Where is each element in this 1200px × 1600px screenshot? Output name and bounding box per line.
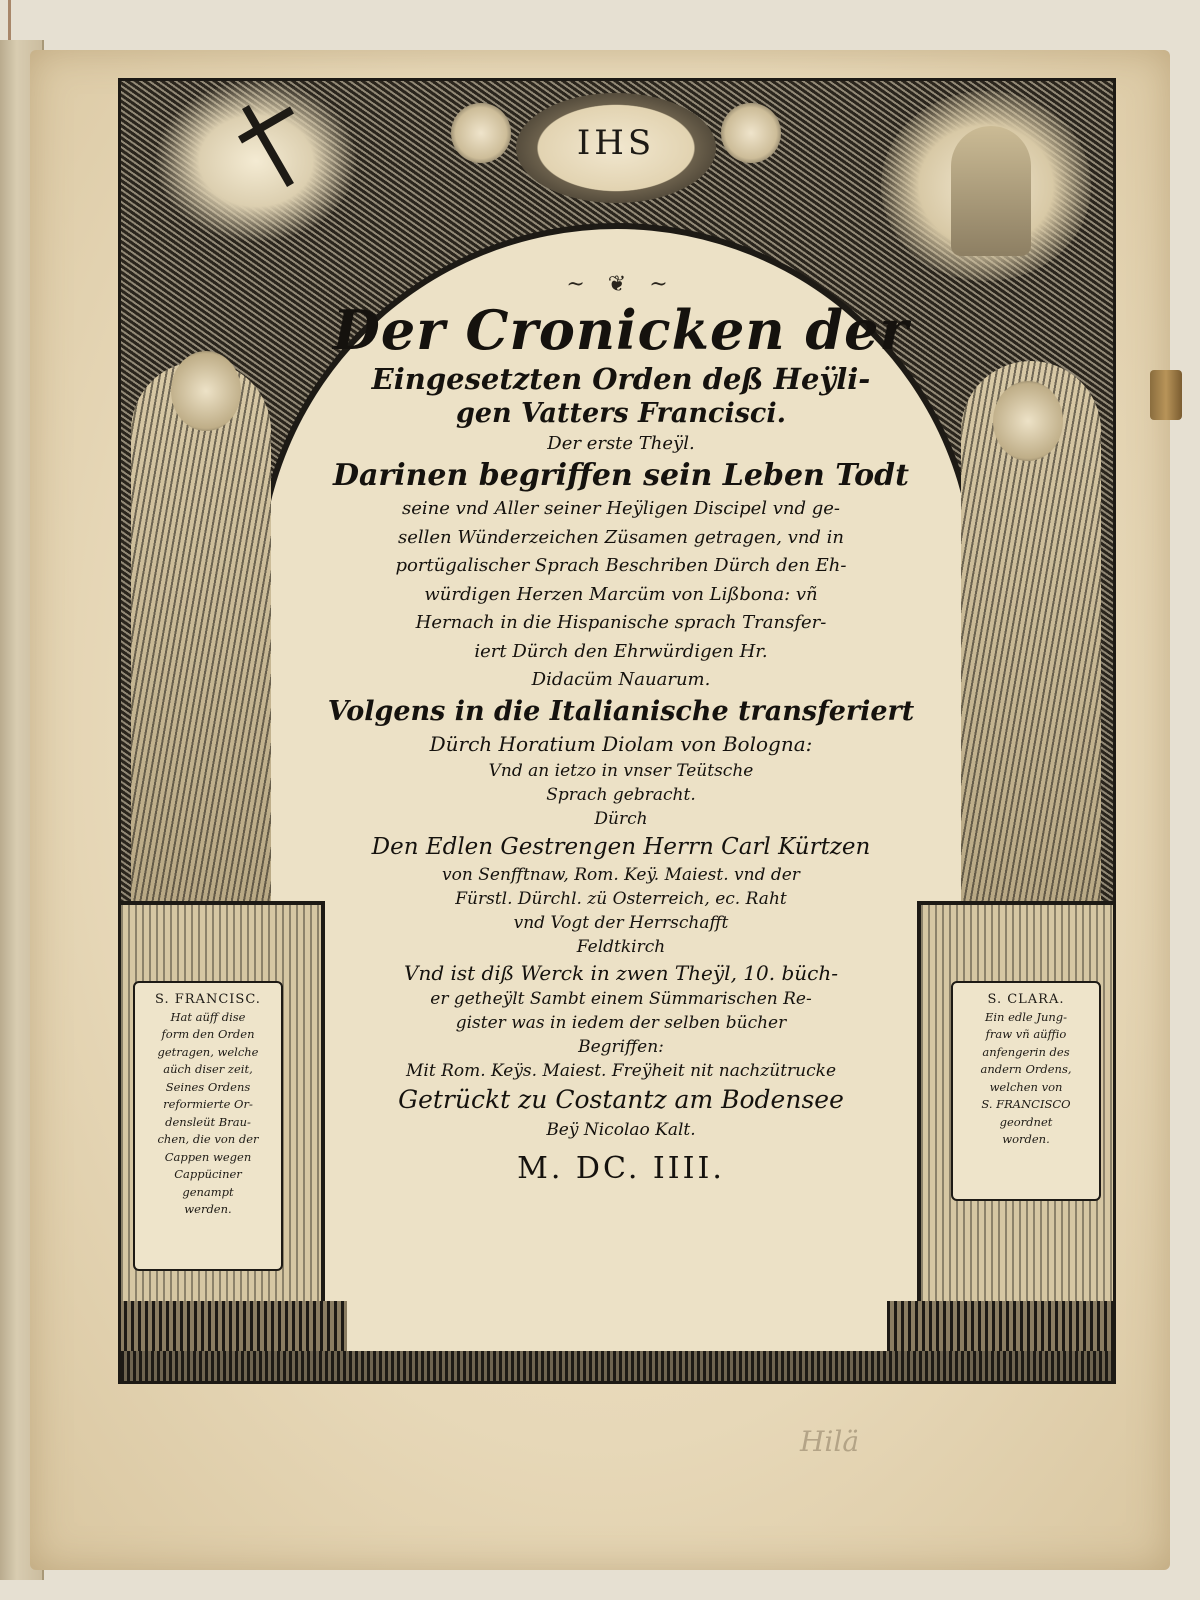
right-scroll-line: anfengerin des — [982, 1044, 1070, 1059]
ihs-monogram: IHS — [576, 123, 656, 163]
title-line-5: Darinen begriffen sein Leben Todt — [332, 458, 910, 493]
right-scroll-line: andern Ordens, — [980, 1062, 1072, 1076]
ihs-cartouche — [516, 93, 716, 203]
title-line-7: sellen Wünderzeichen Züsamen getragen, vnd in — [397, 526, 845, 548]
title-line-28: Getrückt zu Costantz am Bodensee — [398, 1084, 844, 1114]
title-line-23: Vnd ist diß Werck in zwen Theÿl, 10. büch- — [404, 960, 838, 985]
title-line-2: Eingesetzten Orden deß Heÿli- — [371, 362, 871, 396]
saint-clara-head — [993, 381, 1063, 461]
left-scroll-caption — [133, 981, 283, 1271]
left-scroll-line: reformierte Or- — [163, 1097, 253, 1111]
title-line-16: Sprach gebracht. — [546, 784, 696, 805]
title-text-block — [281, 271, 961, 1189]
title-line-14: Dürch Horatium Diolam von Bologna: — [429, 731, 813, 756]
title-line-6: seine vnd Aller seiner Heÿligen Discipel vnd ge- — [401, 498, 841, 519]
title-line-9: würdigen Herzen Marcüm von Lißbona: vñ — [424, 583, 818, 605]
left-scroll-line: Seines Ordens — [165, 1079, 251, 1094]
title-line-19: von Senfftnaw, Rom. Keÿ. Maiest. vnd der — [442, 864, 800, 885]
plate-bottom-border — [121, 1351, 1113, 1381]
title-line-12: Didacüm Nauarum. — [531, 669, 711, 690]
left-scroll-line: werden. — [184, 1202, 232, 1216]
left-scroll-line: Hat aüff dise — [170, 1009, 246, 1024]
title-line-20: Fürstl. Dürchl. zü Osterreich, ec. Raht — [455, 888, 787, 909]
right-scroll-name: S. CLARA. — [987, 992, 1065, 1007]
cherub-right — [721, 103, 781, 163]
title-line-13: Volgens in die Italianische transferiert — [327, 695, 915, 727]
cherub-left — [451, 103, 511, 163]
left-scroll-line: getragen, welche — [157, 1044, 259, 1059]
publication-year: M. DC. IIII. — [517, 1150, 725, 1186]
title-line-10: Hernach in die Hispanische sprach Transfer- — [415, 612, 827, 633]
title-line-26: Begriffen: — [578, 1036, 664, 1057]
brass-clasp — [1150, 370, 1182, 420]
right-scroll-line: fraw vñ aüffio — [985, 1027, 1067, 1041]
right-scroll-line: worden. — [1002, 1132, 1050, 1146]
madonna-and-child-vision — [881, 91, 1091, 281]
left-scroll-line: Cappen wegen — [164, 1149, 252, 1164]
left-scroll-name: S. FRANCISC. — [155, 992, 261, 1007]
flourish-ornament: ~ ❦ ~ — [566, 272, 676, 297]
left-pedestal-base — [118, 1301, 347, 1351]
title-line-25: gister was in iedem der selben bücher — [455, 1012, 787, 1033]
saint-francis-figure — [131, 361, 271, 921]
crucifix-vision — [156, 81, 356, 241]
right-scroll-line: S. FRANCISCO — [981, 1097, 1071, 1111]
title-line-27: Mit Rom. Keÿs. Maiest. Freÿheit nit nachzütrucke — [405, 1060, 837, 1081]
title-line-17: Dürch — [594, 808, 648, 829]
right-scroll-caption — [951, 981, 1101, 1201]
title-line-22: Feldtkirch — [576, 936, 666, 957]
madonna-figure — [951, 126, 1031, 256]
title-line-24: er getheÿlt Sambt einem Sümmarischen Re- — [430, 988, 812, 1009]
left-scroll-line: densleüt Brau- — [165, 1114, 251, 1129]
title-line-1: Der Cronicken der — [333, 298, 909, 362]
title-line-11: iert Dürch den Ehrwürdigen Hr. — [474, 640, 768, 662]
title-line-15: Vnd an ietzo in vnser Teütsche — [488, 760, 754, 781]
pencil-inscription: Hilä — [800, 1425, 860, 1458]
right-scroll-line: welchen von — [989, 1079, 1063, 1094]
engraved-title-plate — [118, 78, 1116, 1384]
title-line-18: Den Edlen Gestrengen Herrn Carl Kürtzen — [371, 833, 871, 860]
left-scroll-line: aüch diser zeit, — [163, 1062, 253, 1076]
title-line-8: portügalischer Sprach Beschriben Dürch den Eh- — [395, 555, 847, 576]
right-pedestal-base — [887, 1301, 1116, 1351]
right-scroll-line: geordnet — [999, 1114, 1053, 1129]
title-line-29: Beÿ Nicolao Kalt. — [546, 1119, 696, 1140]
left-scroll-line: form den Orden — [161, 1027, 255, 1041]
title-line-21: vnd Vogt der Herrschafft — [513, 912, 729, 933]
title-line-3: gen Vatters Francisci. — [455, 398, 787, 429]
left-scroll-line: genampt — [182, 1184, 234, 1199]
left-scroll-line: Cappüciner — [174, 1167, 242, 1181]
right-scroll-line: Ein edle Jung- — [984, 1009, 1068, 1024]
left-scroll-line: chen, die von der — [157, 1132, 259, 1146]
saint-francis-head — [171, 351, 241, 431]
title-line-4: Der erste Theÿl. — [547, 433, 695, 454]
